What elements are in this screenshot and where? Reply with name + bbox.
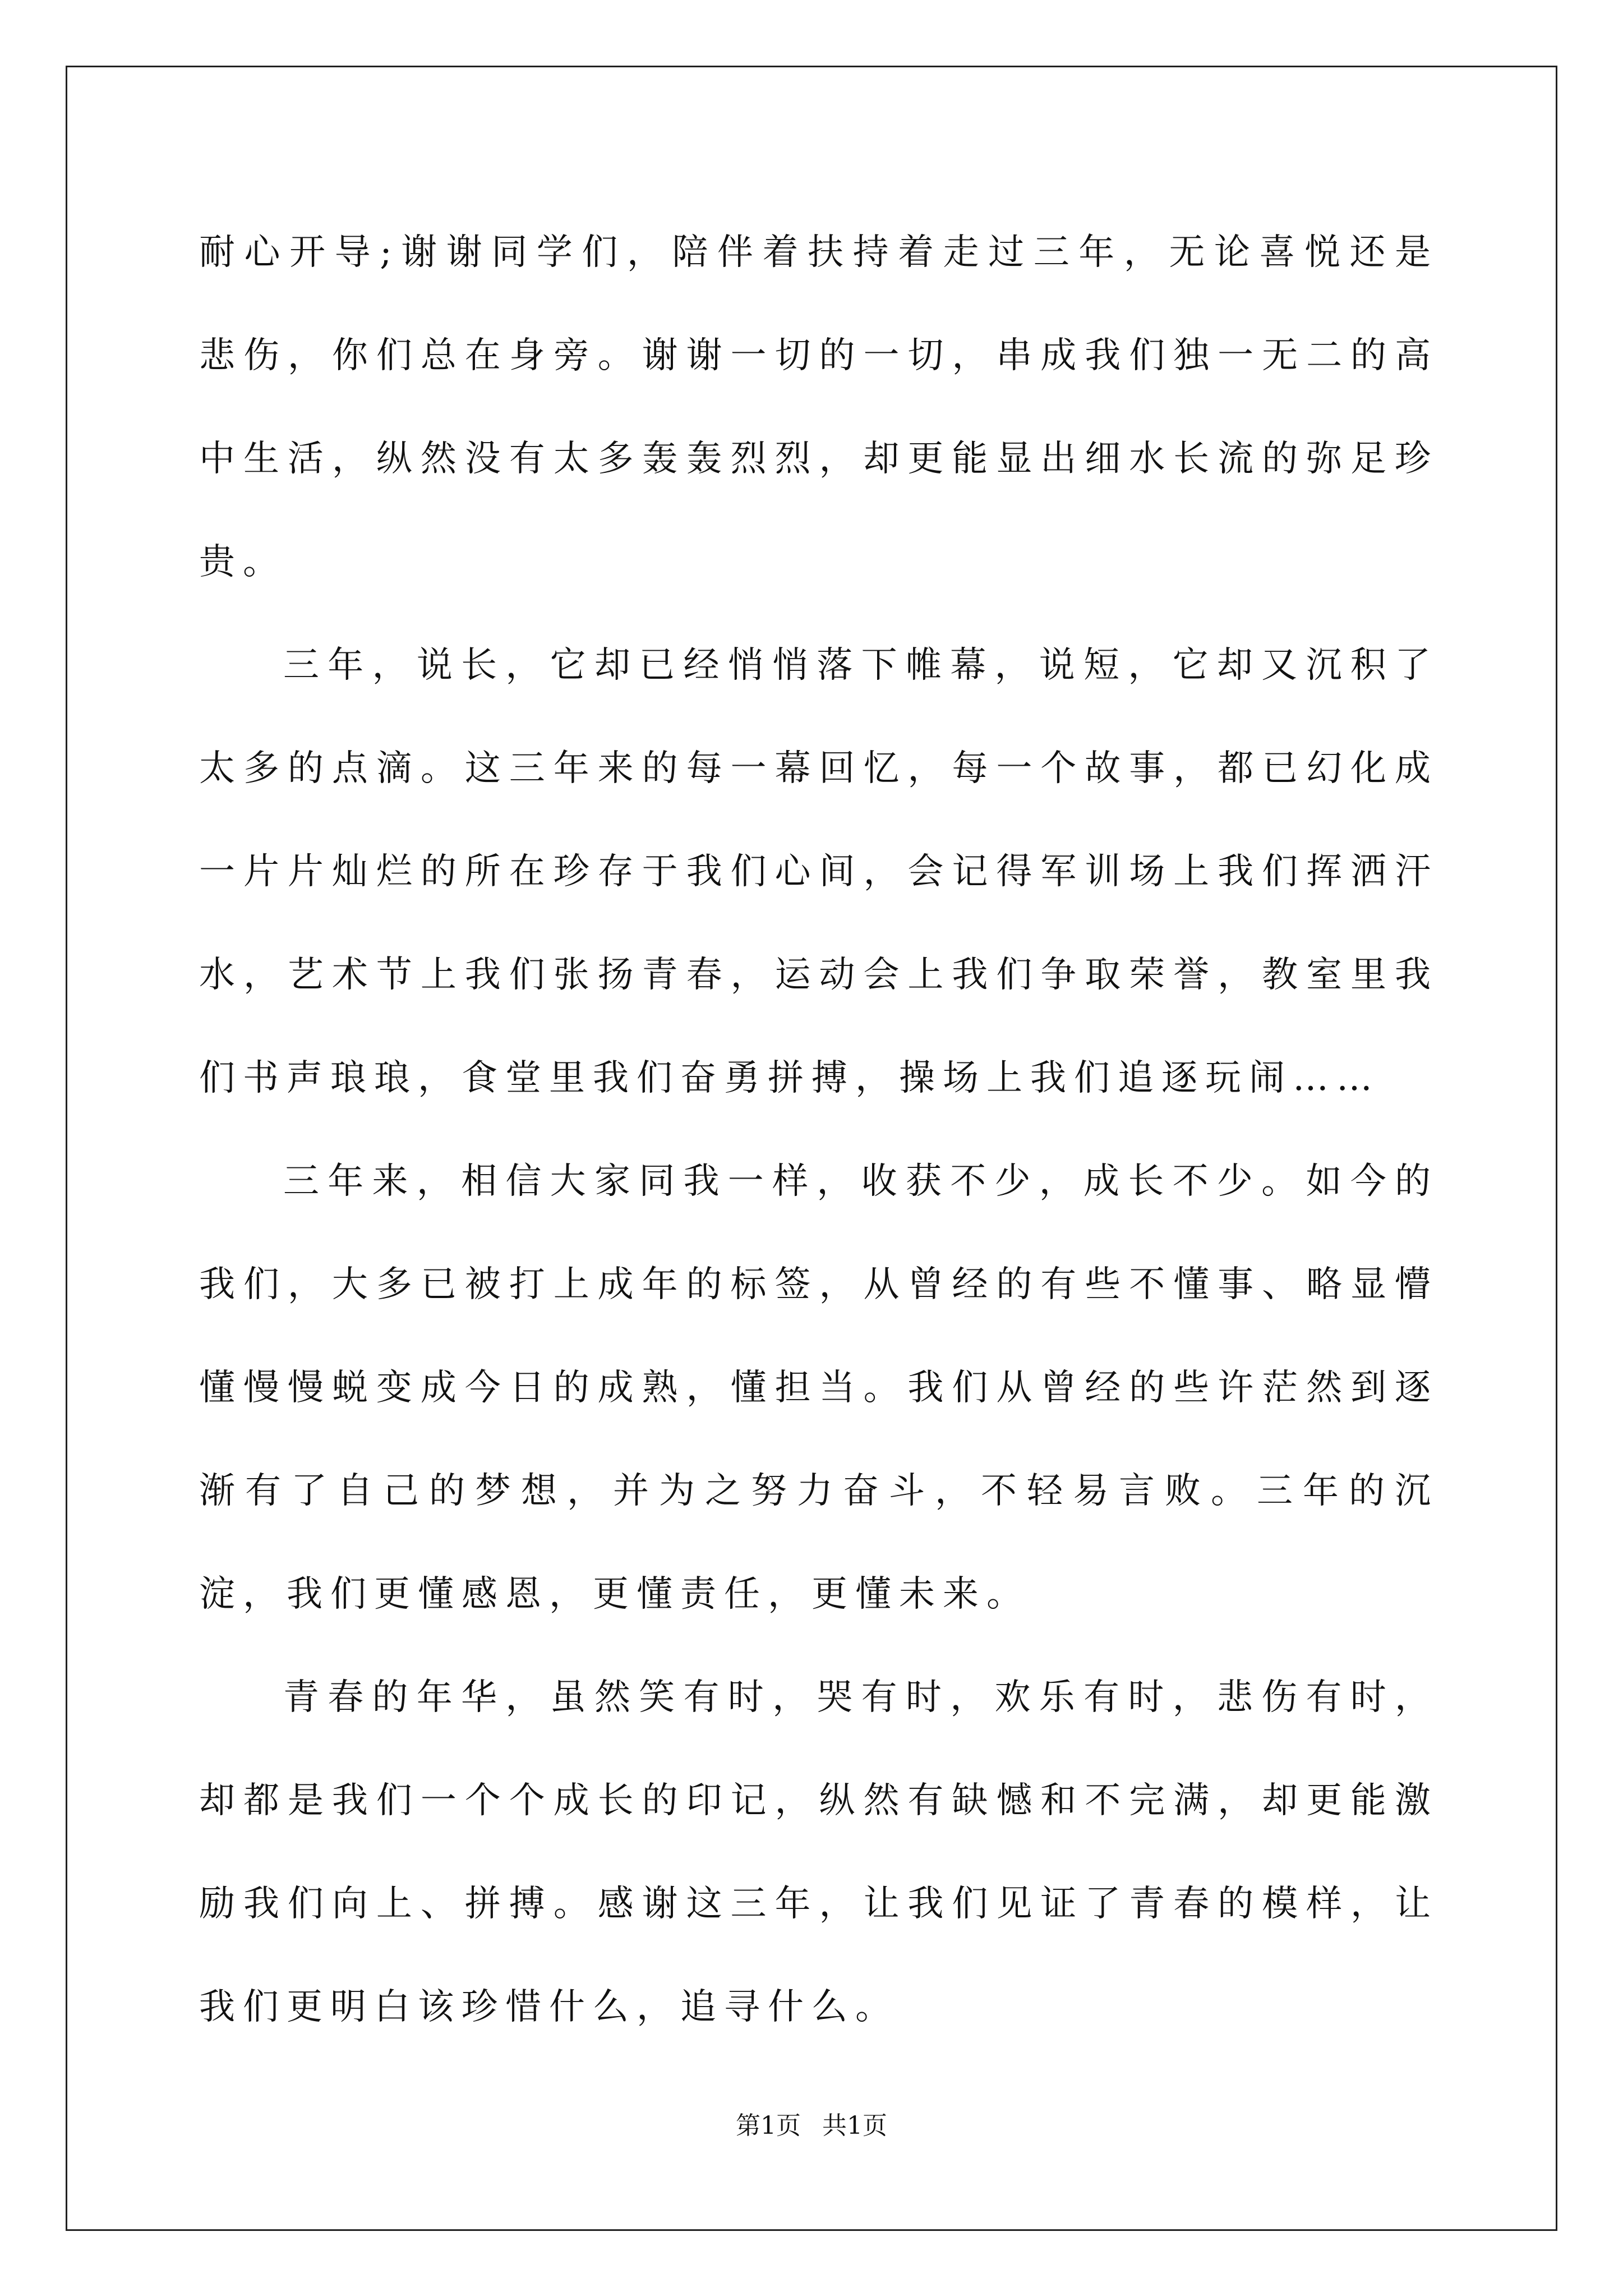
paragraph-4: 青春的年华，虽然笑有时，哭有时，欢乐有时，悲伤有时，却都是我们一个个成长的印记，纵然有缺憾和不完满，却更能激励我们向上、拼搏。感谢这三年，让我们见证了青春的模样，让我们更明白该珍惜什么，追寻什么。	[199, 1677, 1438, 2028]
page-footer	[0, 2109, 1623, 2143]
document-body	[199, 201, 1438, 2059]
paragraph-3: 三年来，相信大家同我一样，收获不少，成长不少。如今的我们，大多已被打上成年的标签，从曾经的有些不懂事、略显懵懂慢慢蜕变成今日的成熟，懂担当。我们从曾经的些许茫然到逐渐有了自己的梦想，并为之努力奋斗，不轻易言败。三年的沉淀，我们更懂感恩，更懂责任，更懂未来。	[199, 1161, 1438, 1615]
paragraph-1: 耐心开导;谢谢同学们，陪伴着扶持着走过三年，无论喜悦还是悲伤，你们总在身旁。谢谢一切的一切，串成我们独一无二的高中生活，纵然没有太多轰轰烈烈，却更能显出细水长流的弥足珍贵。	[199, 232, 1438, 583]
paragraph-2: 三年，说长，它却已经悄悄落下帷幕，说短，它却又沉积了太多的点滴。这三年来的每一幕回忆，每一个故事，都已幻化成一片片灿烂的所在珍存于我们心间，会记得军训场上我们挥洒汗水，艺术节上我们张扬青春，运动会上我们争取荣誉，教室里我们书声琅琅，食堂里我们奋勇拼搏，操场上我们追逐玩闹……	[199, 645, 1438, 1099]
page-number: 第1页	[736, 2111, 801, 2140]
page-total: 共1页	[822, 2111, 887, 2140]
